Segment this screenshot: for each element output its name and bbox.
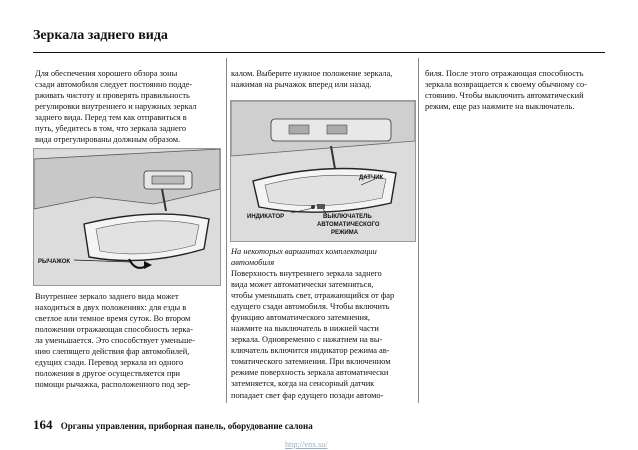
column-divider (418, 58, 419, 403)
source-link[interactable]: http://vnx.su/ (285, 440, 328, 449)
auto-dimming-continued-paragraph: биля. После этого отражающая способность зеркала возвращается к своему обычному со- стоянию. Чтобы выключить автоматический режим, еще раз нажмите на выключатель. (425, 69, 587, 112)
auto-dimming-mirror-figure (230, 100, 416, 242)
mirror-lever-illustration (34, 149, 220, 285)
auto-dimming-mirror-illustration (231, 101, 415, 241)
day-night-paragraph: Внутреннее зеркало заднего вида может находиться в двух положениях: для езды в светлое или темное время суток. Во втором положении отражающая способность зерка- ла уменьшается. Это способствует уменьше- нию слепящего действия фар автомобилей, едущих сзади. Перевод зеркала из одного положения в другое осуществляется при помощи рычажка, расположенного под зер- (35, 292, 195, 390)
auto-dimming-paragraph: Поверхность внутреннего зеркала заднего вида может автоматически затемняться, чтобы уменьшать свет, отражающийся от фар едущего сзади автомобиля. Чтобы включить функцию автоматического затемнения, нажмите на выключатель в нижней части зеркала. Одновременно с нажатием на вы- ключатель включится индикатор режима ав- томатического затемнения. При включенном режиме поверхность зеркала автоматически затемняется, когда на сенсорный датчик попадает свет фар едущего позади автомо- (231, 269, 395, 400)
switch-label-line2: АВТОМАТИЧЕСКОГО (317, 222, 380, 228)
switch-label-line3: РЕЖИМА (331, 230, 359, 236)
page-number: 164 (33, 417, 53, 432)
page-title: Зеркала заднего вида (33, 28, 168, 43)
indicator-label: ИНДИКАТОР (247, 214, 285, 220)
page-footer (33, 417, 313, 433)
switch-label-line1: ВЫКЛЮЧАТЕЛЬ (323, 214, 372, 220)
mirror-lever-figure (33, 148, 221, 286)
intro-paragraph: Для обеспечения хорошего обзора зоны сзади автомобиля следует постоянно подде- рживать чистоту и проверять правильность регулировки внутреннего и наружных зеркал заднего вида. Перед тем как отправиться в путь, убедитесь в том, что зеркала заднего вида отрегулированы должным образом. (35, 69, 197, 145)
lever-label: РЫЧАЖОК (38, 259, 71, 265)
figure-caption: На некоторых вариантах комплектации автомобиля (231, 247, 377, 268)
section-name: Органы управления, приборная панель, оборудование салона (60, 421, 313, 431)
lever-continued-paragraph: калом. Выберите нужное положение зеркала, нажимая на рычажок вперед или назад. (231, 69, 393, 90)
sensor-label: ДАТЧИК (359, 175, 384, 181)
title-rule (33, 52, 605, 53)
column-divider (226, 58, 227, 403)
